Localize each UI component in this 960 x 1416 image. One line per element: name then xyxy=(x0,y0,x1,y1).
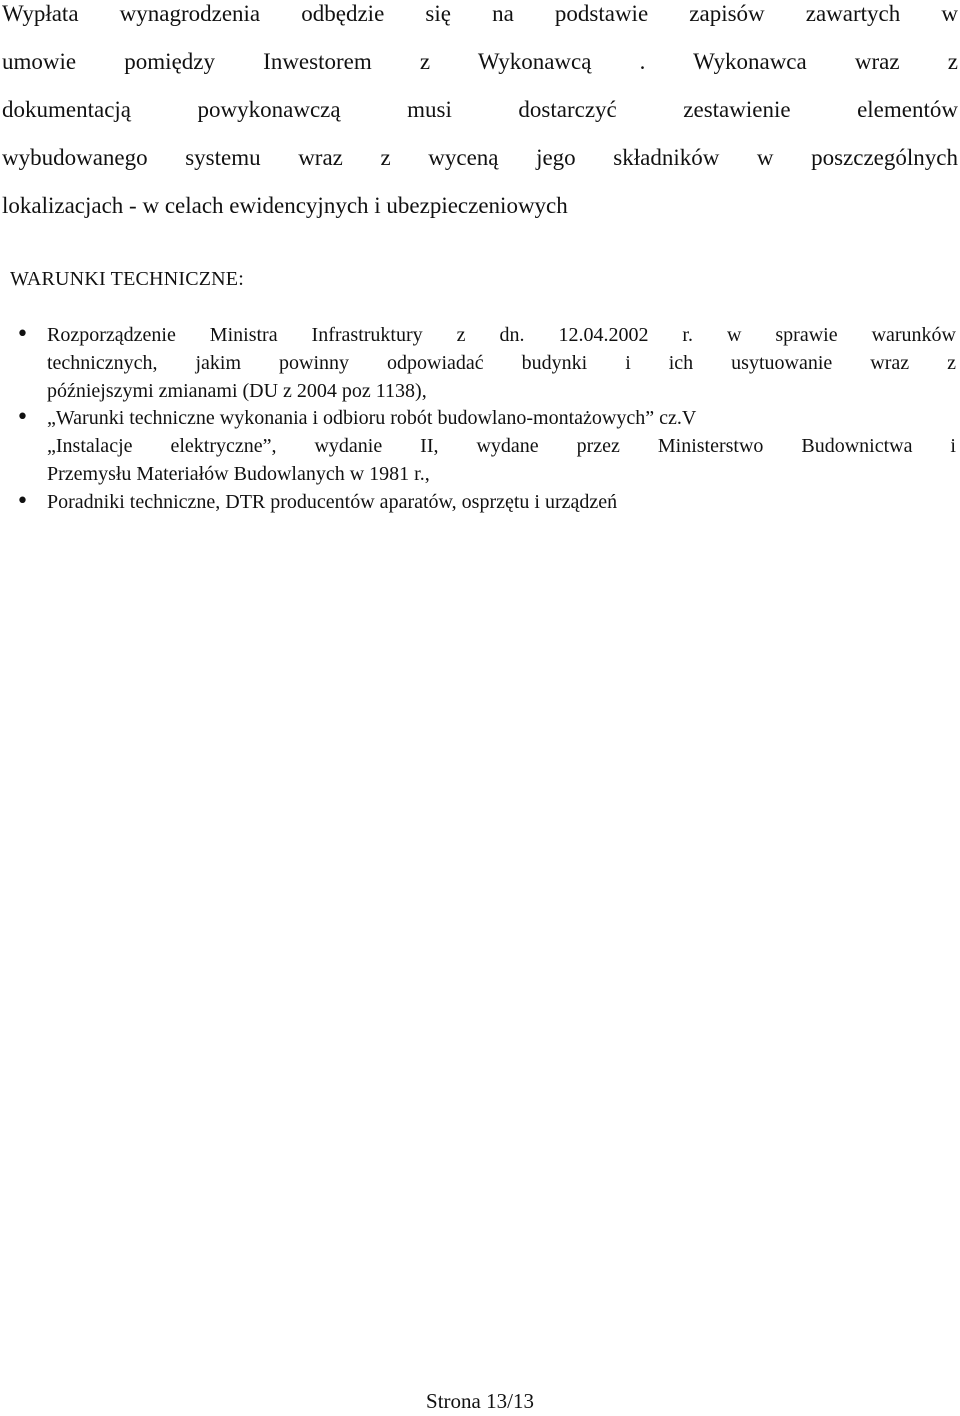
bullet-icon: • xyxy=(16,405,29,430)
bullet-icon: • xyxy=(16,322,29,347)
paragraph-line: wybudowanego systemu wraz z wyceną jego składników w poszczególnych xyxy=(2,145,958,170)
paragraph-line: umowie pomiędzy Inwestorem z Wykonawcą . Wykonawca wraz z xyxy=(2,49,958,74)
paragraph-line: Wypłata wynagrodzenia odbędzie się na podstawie zapisów zawartych w xyxy=(2,1,958,26)
list-item-line: Rozporządzenie Ministra Infrastruktury z dn. 12.04.2002 r. w sprawie warunków xyxy=(47,324,956,346)
section-heading: WARUNKI TECHNICZNE: xyxy=(10,268,244,290)
list-item-line: Przemysłu Materiałów Budowlanych w 1981 r., xyxy=(47,463,430,485)
list-item-line: Poradniki techniczne, DTR producentów aparatów, osprzętu i urządzeń xyxy=(47,491,618,513)
bullet-icon: • xyxy=(16,489,29,514)
paragraph-line: lokalizacjach - w celach ewidencyjnych i ubezpieczeniowych xyxy=(2,193,568,218)
list-item-line: technicznych, jakim powinny odpowiadać budynki i ich usytuowanie wraz z xyxy=(47,352,956,374)
list-item-line: „Instalacje elektryczne”, wydanie II, wydane przez Ministerstwo Budownictwa i xyxy=(47,435,956,457)
page-number: Strona 13/13 xyxy=(426,1389,534,1413)
paragraph-line: dokumentacją powykonawczą musi dostarczyć zestawienie elementów xyxy=(2,97,958,122)
list-item-line: „Warunki techniczne wykonania i odbioru robót budowlano-montażowych” cz.V xyxy=(47,407,697,429)
list-item-line: późniejszymi zmianami (DU z 2004 poz 1138), xyxy=(47,380,427,402)
